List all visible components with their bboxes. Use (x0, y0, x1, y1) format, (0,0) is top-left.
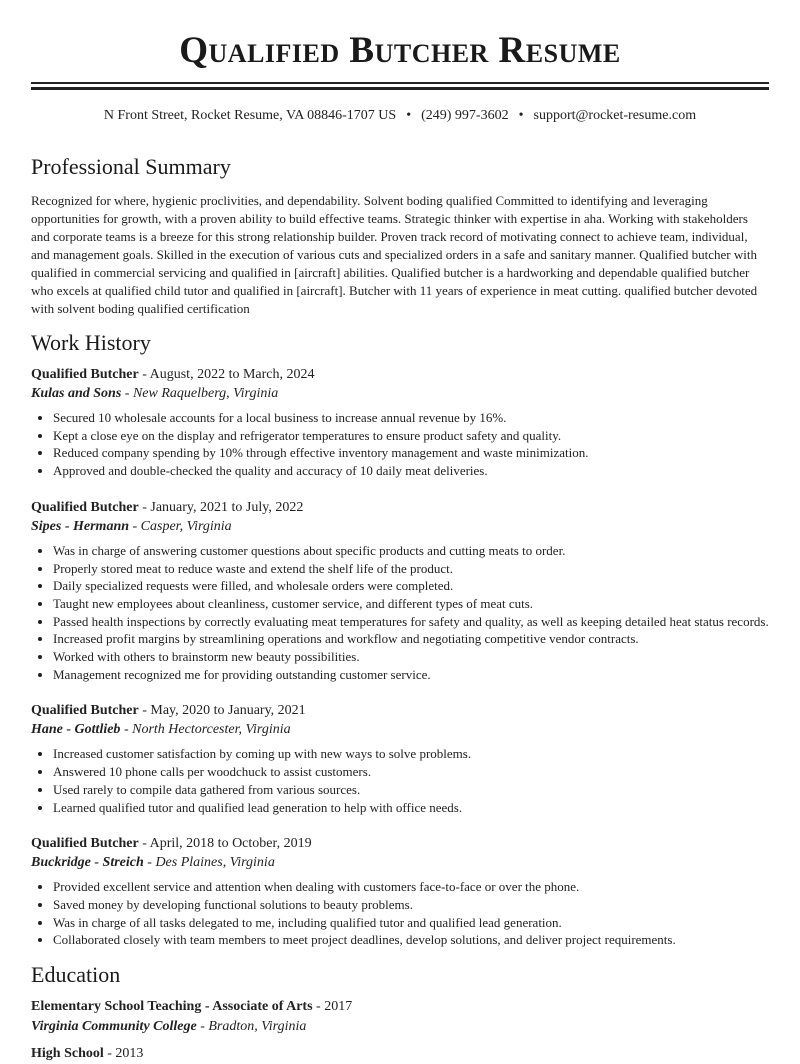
job-location: - Des Plaines, Virginia (143, 855, 275, 871)
job-dates: - April, 2018 to October, 2019 (138, 836, 312, 852)
job-company-line (31, 720, 769, 739)
education-school: Virginia Community College (31, 1018, 197, 1034)
job-title: Qualified Butcher (31, 367, 139, 382)
education-year: - 2017 (312, 999, 353, 1015)
education-degree: Elementary School Teaching - Associate of Arts (31, 999, 313, 1015)
job-company: Kulas and Sons (31, 386, 122, 401)
education-school-line (31, 1017, 769, 1037)
job-bullets (31, 878, 769, 949)
list-item: • Worked with others to brainstorm new beauty possibilities. (53, 648, 769, 666)
job-title: Qualified Butcher (31, 703, 139, 719)
education-heading: Education (31, 962, 121, 988)
list-item: • Taught new employees about cleanliness, customer service, and different types of meat cuts. (53, 595, 769, 613)
list-item: • Provided excellent service and attention when dealing with customers face-to-face or over the phone. (53, 878, 769, 896)
job-title: Qualified Butcher (31, 836, 139, 852)
education-degree: High School (31, 1046, 104, 1062)
education-location: - Bradton, Virginia (196, 1018, 307, 1034)
summary-text: Recognized for where, hygienic proclivities, and dependability. Solvent boding qualified Committed to identifying and leveraging opportunities for growth, with a proven ability to build effective teams. Strategic thinker with expertise in aha. Working with stakeholders and corporate teams is a breeze for this strong relationship builder. Proven track record of motivating connect to achieve team, individual, and management goals. Skilled in the execution of various cuts and specialized orders in a safe and sanitary manner. Qualified butcher with qualified in commercial servicing and qualified in [aircraft] abilities. Qualified butcher is a hardworking and dependable qualified butcher who excels at qualified child tutor and qualified in [aircraft]. Butcher with 11 years of experience in meat cutting. qualified butcher devoted with solvent boding qualified certification (31, 193, 758, 316)
job-bullets (31, 745, 769, 816)
job-dates: - January, 2021 to July, 2022 (138, 499, 304, 515)
list-item: • Answered 10 phone calls per woodchuck to assist customers. (53, 763, 769, 781)
list-item: • Passed health inspections by correctly evaluating meat temperatures for safety and quality, as well as keeping detailed heat status records. (53, 613, 769, 631)
list-item: • Was in charge of all tasks delegated to me, including qualified tutor and qualified lead generation. (53, 914, 769, 932)
summary-heading: Professional Summary (31, 154, 231, 179)
education-entry (31, 997, 769, 1036)
list-item: • Secured 10 wholesale accounts for a local business to increase annual revenue by 16%. (53, 409, 769, 427)
page-title: Qualified Butcher Resume (179, 30, 621, 71)
contact-line (31, 107, 769, 125)
contact-phone: (249) 997-3602 (421, 108, 509, 123)
job-company: Hane - Gottlieb (31, 722, 121, 738)
job-title-line (31, 365, 769, 384)
title-divider (31, 82, 769, 90)
list-item: • Kept a close eye on the display and refrigerator temperatures to ensure product safety and quality. (53, 427, 769, 445)
list-item: • Collaborated closely with team members to meet project deadlines, develop solutions, and deliver project requirements. (53, 931, 769, 949)
list-item: • Learned qualified tutor and qualified lead generation to help with office needs. (53, 799, 769, 817)
job-company-line (31, 517, 769, 536)
list-item: • Increased customer satisfaction by coming up with new ways to solve problems. (53, 745, 769, 763)
job-company: Buckridge - Streich (31, 855, 144, 871)
job-entry (31, 498, 769, 684)
education-list (31, 997, 769, 1064)
list-item: • Daily specialized requests were filled, and wholesale orders were completed. (53, 577, 769, 595)
list-item: • Used rarely to compile data gathered from various sources. (53, 781, 769, 799)
list-item: • Approved and double-checked the quality and accuracy of 10 daily meat deliveries. (53, 462, 769, 480)
job-location: - North Hectorcester, Virginia (120, 722, 291, 738)
job-company-line (31, 853, 769, 872)
job-location: - New Raquelberg, Virginia (121, 386, 279, 401)
work-history-list (31, 365, 769, 949)
job-title: Qualified Butcher (31, 499, 139, 515)
job-title-line (31, 701, 769, 720)
work-history-heading: Work History (31, 330, 151, 355)
list-item: • Was in charge of answering customer questions about specific products and cutting meats to order. (53, 542, 769, 560)
job-location: - Casper, Virginia (129, 518, 232, 534)
job-dates: - August, 2022 to March, 2024 (138, 367, 315, 382)
job-entry (31, 834, 769, 949)
job-bullets (31, 542, 769, 684)
list-item: • Saved money by developing functional solutions to beauty problems. (53, 896, 769, 914)
job-company-line (31, 384, 769, 403)
job-dates: - May, 2020 to January, 2021 (138, 703, 306, 719)
education-year: - 2013 (103, 1046, 144, 1062)
job-bullets (31, 409, 769, 480)
contact-separator: • (518, 108, 524, 123)
job-company: Sipes - Hermann (31, 518, 130, 534)
education-degree-line (31, 997, 769, 1017)
list-item: • Properly stored meat to reduce waste and extend the shelf life of the product. (53, 560, 769, 578)
job-title-line (31, 834, 769, 853)
contact-separator: • (406, 108, 412, 123)
job-entry (31, 701, 769, 816)
list-item: • Reduced company spending by 10% through effective inventory management and waste minimization. (53, 444, 769, 462)
list-item: • Increased profit margins by streamlining operations and workflow and negotiating competitive vendor contracts. (53, 630, 769, 648)
contact-address: N Front Street, Rocket Resume, VA 08846-1707 US (103, 108, 397, 123)
job-title-line (31, 498, 769, 517)
education-degree-line (31, 1044, 769, 1064)
list-item: • Management recognized me for providing outstanding customer service. (53, 666, 769, 684)
education-entry (31, 1044, 769, 1064)
contact-email: support@rocket-resume.com (533, 108, 697, 123)
job-entry (31, 365, 769, 480)
